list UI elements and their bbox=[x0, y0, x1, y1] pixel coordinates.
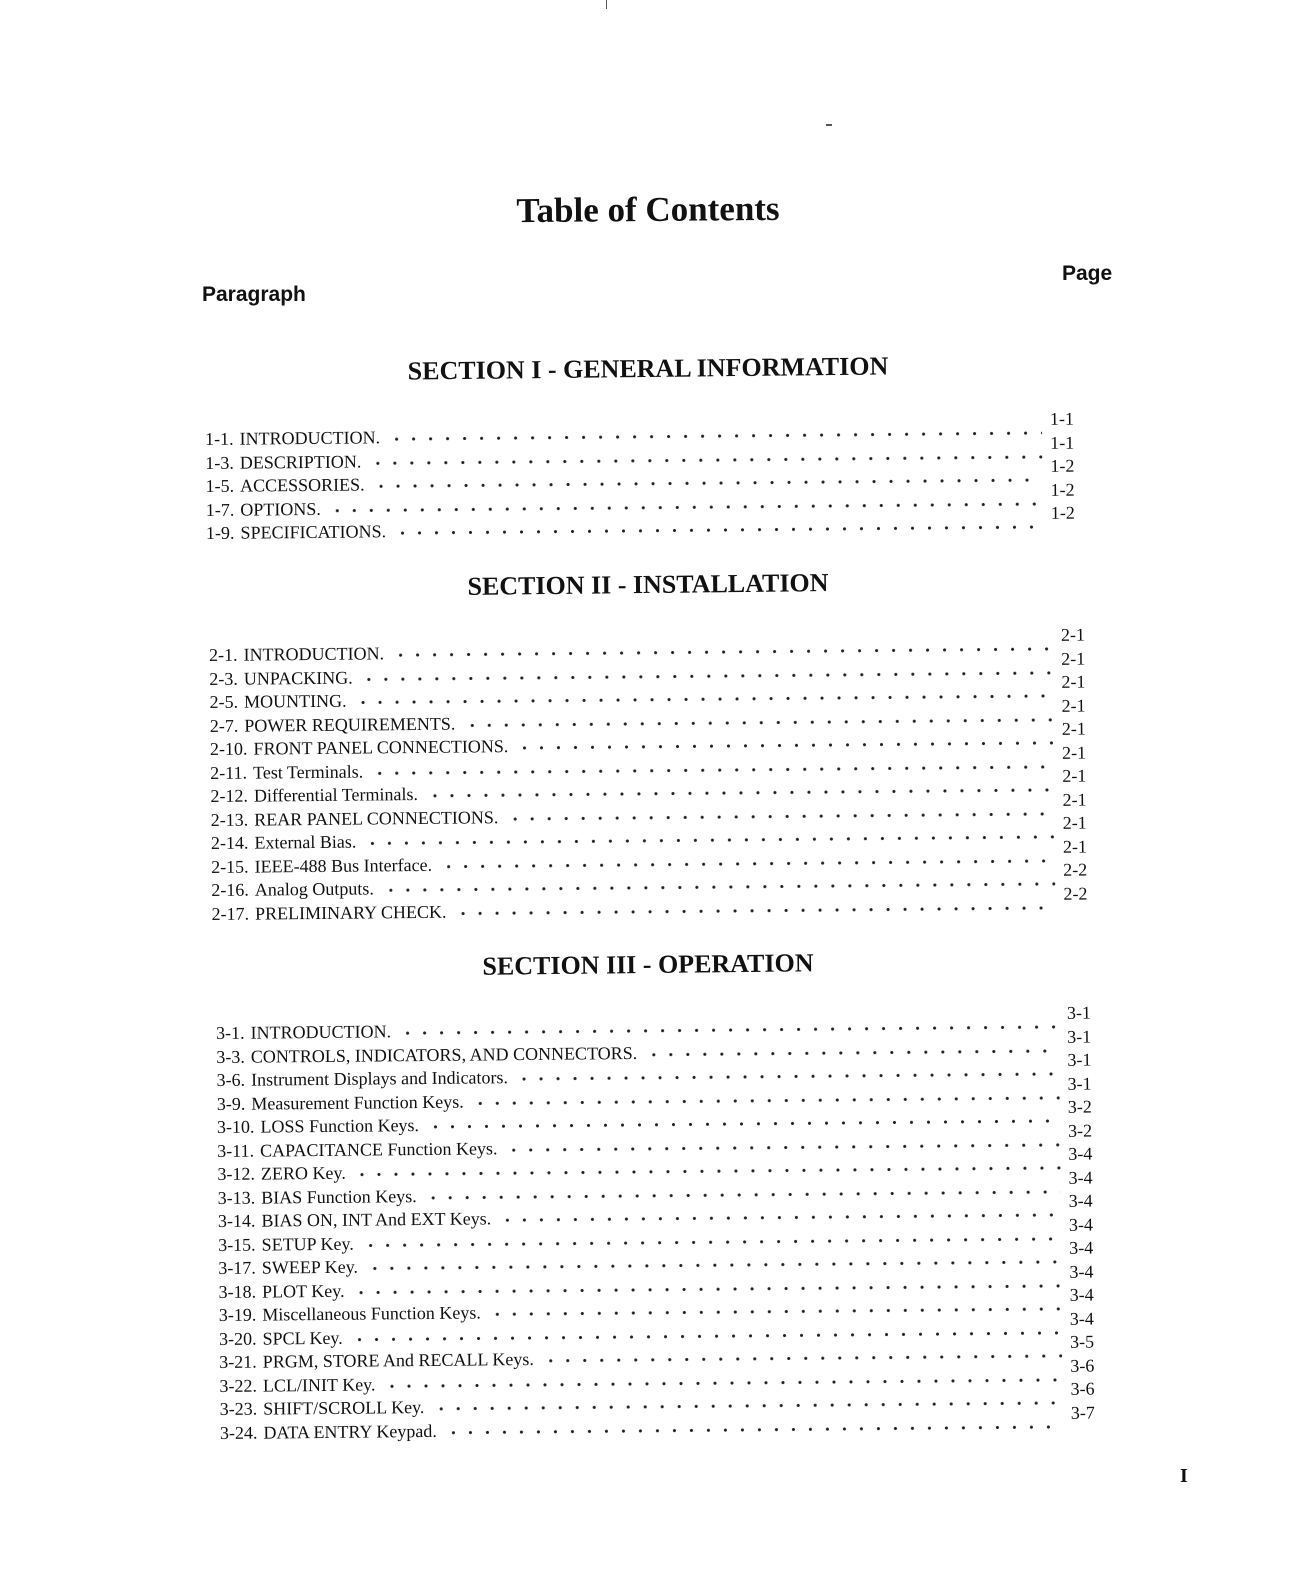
entry-label: PLOT Key. bbox=[261, 1280, 345, 1302]
entry-label: SWEEP Key. bbox=[261, 1256, 359, 1278]
dot-leader bbox=[364, 835, 1055, 846]
entry-page-number: 3-6 bbox=[1070, 1355, 1095, 1376]
scan-mark bbox=[606, 0, 607, 9]
dot-leader bbox=[371, 764, 1054, 775]
entry-label: IEEE-488 Bus Interface. bbox=[254, 854, 433, 877]
entry-number: 3-14. bbox=[217, 1210, 256, 1231]
dot-leader bbox=[354, 1166, 1061, 1177]
entry-number: 1-3. bbox=[205, 452, 234, 473]
dot-leader bbox=[362, 1236, 1061, 1247]
section-heading: SECTION I - GENERAL INFORMATION bbox=[407, 351, 889, 386]
page-title: Table of Contents bbox=[516, 188, 780, 231]
section-entries bbox=[216, 1002, 1111, 1446]
entry-number: 3-22. bbox=[219, 1375, 258, 1396]
entry-page-number: 2-1 bbox=[1062, 812, 1087, 833]
dot-leader bbox=[388, 431, 1042, 441]
dot-leader bbox=[383, 1377, 1062, 1388]
entry-page-number: 2-1 bbox=[1062, 789, 1087, 810]
dot-leader bbox=[366, 1260, 1061, 1271]
dot-leader bbox=[427, 1119, 1060, 1129]
entry-number: 3-19. bbox=[218, 1304, 257, 1325]
dot-leader bbox=[361, 670, 1054, 681]
entry-label: Miscellaneous Function Keys. bbox=[262, 1302, 481, 1325]
entry-label: INTRODUCTION. bbox=[243, 643, 385, 665]
page-column-header: Page bbox=[1062, 262, 1113, 285]
dot-leader bbox=[394, 525, 1043, 535]
entry-label: ACCESSORIES. bbox=[239, 474, 365, 496]
entry-page-number: 3-4 bbox=[1069, 1284, 1094, 1305]
entry-number: 3-20. bbox=[218, 1328, 257, 1349]
entry-number: 2-16. bbox=[211, 879, 249, 900]
entry-label: CONTROLS, INDICATORS, AND CONNECTORS. bbox=[250, 1042, 638, 1067]
dot-leader bbox=[426, 788, 1054, 798]
dot-leader bbox=[645, 1048, 1059, 1056]
entry-number: 2-5. bbox=[209, 691, 239, 712]
entry-page-number: 3-4 bbox=[1069, 1261, 1094, 1282]
entry-page-number: 3-4 bbox=[1069, 1308, 1094, 1329]
entry-page-number: 1-1 bbox=[1049, 408, 1075, 429]
dot-leader bbox=[425, 1189, 1061, 1199]
paragraph-column-header: Paragraph bbox=[202, 283, 306, 306]
scan-mark bbox=[826, 124, 832, 126]
dot-leader bbox=[516, 741, 1054, 750]
entry-number: 2-1. bbox=[209, 644, 238, 665]
dot-leader bbox=[382, 882, 1056, 892]
entry-label: POWER REQUIREMENTS. bbox=[244, 713, 456, 736]
entry-number: 2-13. bbox=[210, 809, 249, 830]
entry-number: 3-9. bbox=[216, 1093, 246, 1114]
entry-label: LCL/INIT Key. bbox=[262, 1373, 376, 1396]
dot-leader bbox=[392, 647, 1053, 657]
entry-label: Analog Outputs. bbox=[254, 878, 374, 900]
entry-label: Test Terminals. bbox=[252, 761, 364, 783]
entry-page-number: 3-1 bbox=[1067, 1026, 1092, 1047]
entry-number: 3-12. bbox=[217, 1163, 256, 1184]
section-entries bbox=[205, 408, 1091, 547]
entry-number: 1-5. bbox=[205, 475, 235, 496]
entry-page-number: 3-1 bbox=[1066, 1002, 1092, 1023]
page-folio: I bbox=[1180, 1465, 1188, 1487]
entry-label: SHIFT/SCROLL Key. bbox=[263, 1397, 425, 1419]
entry-number: 1-9. bbox=[205, 522, 235, 543]
entry-number: 2-14. bbox=[210, 832, 249, 853]
entry-number: 3-24. bbox=[219, 1422, 258, 1443]
entry-page-number: 3-1 bbox=[1067, 1073, 1092, 1094]
dot-leader bbox=[505, 1142, 1060, 1151]
entry-label: Instrument Displays and Indicators. bbox=[250, 1067, 509, 1090]
entry-page-number: 3-5 bbox=[1070, 1331, 1095, 1352]
entry-number: 2-17. bbox=[211, 903, 250, 924]
entry-page-number: 2-1 bbox=[1061, 742, 1087, 763]
entry-number: 3-23. bbox=[219, 1398, 258, 1419]
entry-number: 3-11. bbox=[217, 1140, 255, 1161]
dot-leader bbox=[351, 1330, 1062, 1341]
dot-leader bbox=[542, 1354, 1062, 1363]
entry-label: SPCL Key. bbox=[262, 1327, 343, 1349]
entry-page-number: 2-1 bbox=[1061, 695, 1086, 716]
entry-page-number: 3-4 bbox=[1068, 1190, 1093, 1211]
entry-number: 2-12. bbox=[210, 785, 249, 806]
entry-number: 3-15. bbox=[218, 1234, 256, 1255]
entry-page-number: 2-1 bbox=[1061, 671, 1086, 692]
entry-number: 1-1. bbox=[205, 428, 234, 449]
entry-label: UNPACKING. bbox=[243, 667, 353, 689]
entry-number: 1-7. bbox=[205, 499, 235, 520]
entry-number: 2-3. bbox=[209, 668, 238, 689]
section-entries bbox=[209, 624, 1104, 927]
entry-page-number: 3-4 bbox=[1068, 1214, 1094, 1235]
entry-number: 2-10. bbox=[209, 738, 248, 759]
entry-page-number: 2-1 bbox=[1060, 624, 1086, 645]
entry-label: LOSS Function Keys. bbox=[260, 1115, 420, 1137]
entry-label: ZERO Key. bbox=[260, 1162, 346, 1184]
entry-page-number: 2-1 bbox=[1062, 765, 1087, 786]
entry-label: MOUNTING. bbox=[243, 690, 347, 712]
entry-page-number: 1-2 bbox=[1050, 455, 1075, 476]
dot-leader bbox=[353, 1283, 1062, 1294]
entry-label: CAPACITANCE Function Keys. bbox=[259, 1137, 498, 1161]
dot-leader bbox=[516, 1072, 1060, 1081]
entry-label: PRELIMINARY CHECK. bbox=[254, 901, 447, 924]
dot-leader bbox=[489, 1307, 1062, 1317]
dot-leader bbox=[506, 811, 1054, 820]
dot-leader bbox=[373, 478, 1043, 488]
entry-page-number: 2-2 bbox=[1063, 883, 1088, 904]
entry-label: PRGM, STORE And RECALL Keys. bbox=[262, 1348, 534, 1372]
entry-page-number: 2-1 bbox=[1061, 718, 1086, 739]
entry-page-number: 3-4 bbox=[1069, 1237, 1094, 1258]
entry-page-number: 3-7 bbox=[1070, 1402, 1095, 1423]
section-heading: SECTION III - OPERATION bbox=[482, 948, 814, 981]
entry-number: 3-10. bbox=[216, 1116, 255, 1137]
entry-label: Differential Terminals. bbox=[253, 784, 419, 806]
entry-label: BIAS ON, INT And EXT Keys. bbox=[261, 1208, 492, 1231]
dot-leader bbox=[432, 1401, 1062, 1411]
dot-leader bbox=[463, 717, 1054, 727]
entry-label: BIAS Function Keys. bbox=[261, 1185, 417, 1208]
entry-number: 3-1. bbox=[216, 1022, 245, 1043]
entry-number: 3-17. bbox=[218, 1257, 256, 1278]
dot-leader bbox=[355, 694, 1054, 705]
entry-label: FRONT PANEL CONNECTIONS. bbox=[253, 736, 509, 759]
entry-label: Measurement Function Keys. bbox=[251, 1091, 464, 1114]
entry-number: 2-7. bbox=[209, 715, 239, 736]
entry-label: INTRODUCTION. bbox=[239, 427, 381, 449]
section-heading: SECTION II - INSTALLATION bbox=[467, 568, 829, 601]
entry-page-number: 1-2 bbox=[1050, 479, 1075, 500]
entry-page-number: 1-2 bbox=[1050, 502, 1075, 523]
entry-page-number: 2-1 bbox=[1061, 648, 1086, 669]
entry-number: 2-11. bbox=[210, 762, 248, 783]
entry-label: External Bias. bbox=[254, 831, 357, 853]
entry-label: SETUP Key. bbox=[261, 1233, 354, 1255]
dot-leader bbox=[454, 905, 1055, 915]
entry-label: SPECIFICATIONS. bbox=[240, 521, 387, 543]
entry-number: 3-3. bbox=[216, 1046, 245, 1067]
dot-leader bbox=[329, 501, 1043, 512]
entry-label: OPTIONS. bbox=[240, 498, 321, 520]
entry-label: DESCRIPTION. bbox=[239, 451, 362, 473]
dot-leader bbox=[369, 454, 1042, 464]
entry-page-number: 3-2 bbox=[1067, 1120, 1093, 1141]
entry-page-number: 1-1 bbox=[1050, 432, 1075, 453]
entry-page-number: 2-2 bbox=[1063, 859, 1088, 880]
dot-leader bbox=[472, 1095, 1060, 1105]
entry-number: 2-15. bbox=[211, 856, 249, 877]
entry-label: DATA ENTRY Keypad. bbox=[263, 1420, 437, 1443]
entry-page-number: 2-1 bbox=[1062, 836, 1088, 857]
entry-number: 3-13. bbox=[217, 1187, 256, 1208]
entry-label: REAR PANEL CONNECTIONS. bbox=[254, 806, 499, 830]
entry-page-number: 3-2 bbox=[1067, 1096, 1092, 1117]
dot-leader bbox=[440, 858, 1055, 868]
entry-page-number: 3-4 bbox=[1068, 1167, 1093, 1188]
entry-number: 3-18. bbox=[218, 1281, 257, 1302]
entry-number: 3-6. bbox=[216, 1069, 246, 1090]
dot-leader bbox=[445, 1424, 1063, 1434]
entry-page-number: 3-4 bbox=[1068, 1143, 1093, 1164]
entry-page-number: 3-6 bbox=[1070, 1378, 1095, 1399]
dot-leader bbox=[399, 1025, 1059, 1035]
entry-label: INTRODUCTION. bbox=[250, 1021, 392, 1043]
entry-page-number: 3-1 bbox=[1067, 1049, 1092, 1070]
entry-number: 3-21. bbox=[219, 1351, 257, 1372]
dot-leader bbox=[499, 1213, 1061, 1222]
